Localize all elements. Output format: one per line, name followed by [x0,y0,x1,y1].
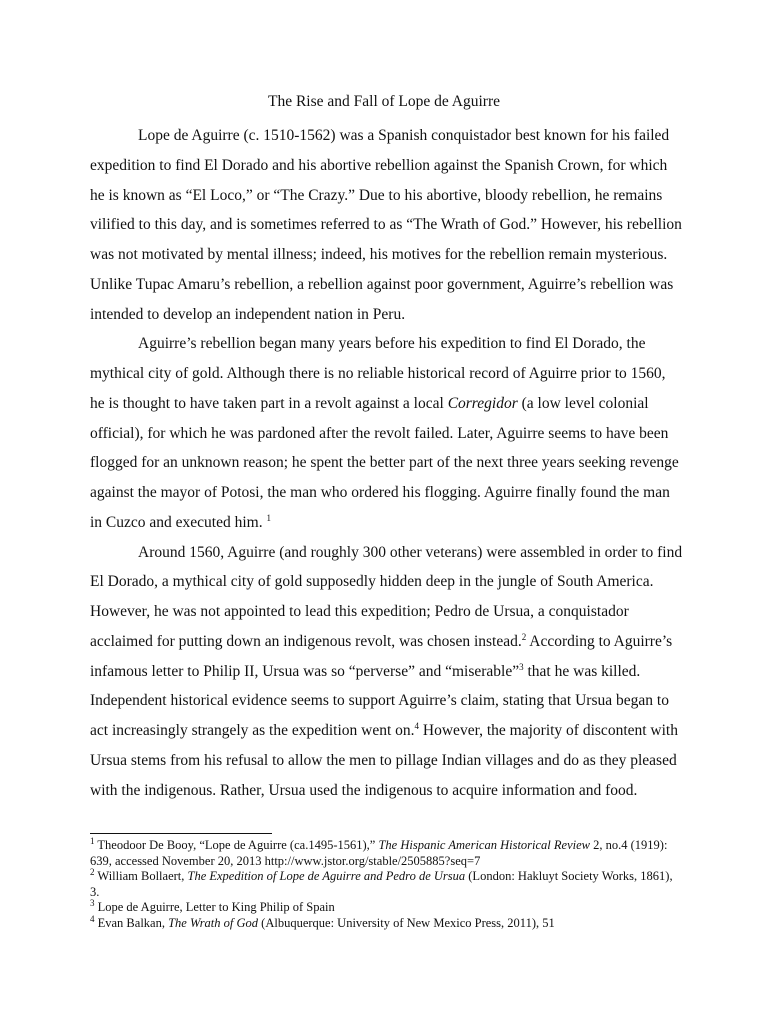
footnote-reference: 1 [266,512,271,523]
footnote-number: 3 [90,898,95,909]
paragraph-text: Lope de Aguirre (c. 1510-1562) was a Spanish conquistador best known for his failed expedition to find El Dorado and his abortive rebellion against the Spanish Crown, for which he is known as “El Loco,” or “The Crazy.” Due to his abortive, bloody rebellion, he remains vilified to this day, and is sometimes referred to as “The Wrath of God.” However, his rebellion was not motivated by mental illness; indeed, his motives for the rebellion remain mysterious. Unlike Tupac Amaru’s rebellion, a rebellion against poor government, Aguirre’s rebellion was intended to develop an independent nation in Peru. [90,127,682,323]
footnote-source-title: The Hispanic American Historical Review [378,838,590,852]
footnote-text: William Bollaert, [94,869,188,884]
footnote-4 [90,913,684,932]
footnote-source-title: The Expedition of Lope de Aguirre and Pedro de Ursua [187,869,466,884]
footnote-reference: 3 [519,661,524,672]
footnote-1 [90,835,684,869]
footnote-text: Evan Balkan, [94,915,169,930]
document-body [90,121,684,805]
italic-term: Corregidor [447,394,518,412]
footnote-reference: 2 [521,631,527,642]
footnote-source-title: The Wrath of God [168,915,259,930]
paragraph-text: that he was killed. Independent historical evidence seems to support Aguirre’s claim, stating that Ursua began to act increasingly strangely as the expedition went on. [90,662,669,739]
footnote-text: 2, no.4 (1919): 639, accessed November 20, 2013 http://www.jstor.org/stable/2505885?seq=7 [90,838,668,868]
paragraph-2 [90,329,684,537]
footnote-text: Lope de Aguirre, Letter to King Philip of Spain [94,900,335,915]
footnotes [90,835,684,932]
footnote-number: 2 [90,867,95,878]
paragraph-text: However, the majority of discontent with Ursua stems from his refusal to allow the men to pillage Indian villages and do as they pleased with the indigenous. Rather, Ursua used the indigenous to acquire information and food. [90,722,678,799]
footnote-text: Theodoor De Booy, “Lope de Aguirre (ca.1495-1561),” [94,838,379,852]
footnote-text: (Albuquerque: University of New Mexico Press, 2011), 51 [258,915,555,930]
paragraph-3 [90,538,684,806]
footnote-divider [90,833,272,834]
footnote-text: (London: Hakluyt Society Works, 1861), 3. [90,869,673,899]
paragraph-1 [90,121,684,329]
paragraph-text: Aguirre’s rebellion began many years before his expedition to find El Dorado, the mythical city of gold. Although there is no reliable historical record of Aguirre prior to 1560, he is thought to have taken part in a revolt against a local [90,335,666,412]
footnote-3 [90,900,684,916]
paragraph-text: Around 1560, Aguirre (and roughly 300 other veterans) were assembled in order to find El Dorado, a mythical city of gold supposedly hidden deep in the jungle of South America. However, he was not appointed to lead this expedition; Pedro de Ursua, a conquistador acclaimed for putting down an indigenous revolt, was chosen instead. [90,543,683,650]
footnote-2 [90,869,684,900]
footnote-number: 4 [90,913,95,924]
document-title: The Rise and Fall of Lope de Aguirre [267,93,500,110]
footnote-reference: 4 [414,720,420,731]
paragraph-text: (a low level colonial official), for which he was pardoned after the revolt failed. Later, Aguirre seems to have been flogged for an unknown reason; he spent the better part of the next three years seeking revenge against the mayor of Potosi, the man who ordered his flogging. Aguirre finally found the man in Cuzco and executed him. [90,394,679,531]
footnote-number: 1 [90,835,95,846]
paragraph-text: According to Aguirre’s infamous letter to Philip II, Ursua was so “perverse” and “miserable” [90,632,673,680]
